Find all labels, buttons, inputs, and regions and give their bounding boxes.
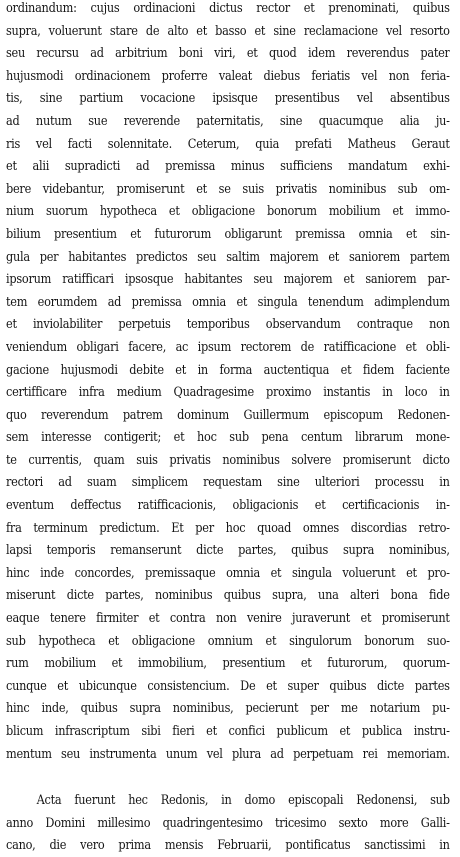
paragraph-2: [6, 789, 450, 857]
text-line: cunque et ubicunque consistencium. De et super quibus dicte partes: [6, 677, 450, 693]
text-line: ad nutum sue reverende paternitatis, sine quacumque alia ju-: [6, 112, 450, 128]
text-line: bilium presentium et futurorum obligarunt premissa omnia et sin-: [6, 225, 450, 241]
text-line: ipsorum ratifficari ipsosque habitantes seu majorem et saniorem par-: [6, 271, 450, 287]
text-line: Acta fuerunt hec Redonis, in domo episcopali Redonensi, sub: [36, 792, 450, 808]
text-line: rectori ad suam simplicem requestam sine ulteriori processu in: [6, 474, 450, 490]
text-line: quo reverendum patrem dominum Guillermum episcopum Redonen-: [6, 406, 450, 422]
text-line: tem eorumdem ad premissa omnia et singula tenendum adimplendum: [6, 293, 450, 309]
text-line: sub hypotheca et obligacione omnium et singulorum bonorum suo-: [6, 632, 450, 648]
text-line: gula per habitantes predictos seu saltim majorem et saniorem partem: [6, 248, 450, 264]
text-line: bere videbantur, promiserunt et se suis privatis nominibus sub om-: [6, 180, 450, 196]
text-line: eaque tenere firmiter et contra non venire juraverunt et promiserunt: [6, 610, 450, 626]
text-line: tis, sine partium vocacione ipsisque presentibus vel absentibus: [6, 90, 450, 106]
text-line: seu recursu ad arbitrium boni viri, et quod idem reverendus pater: [6, 45, 450, 61]
paragraph-1: [6, 0, 450, 765]
text-line: hujusmodi ordinacionem proferre valeat diebus feriatis vel non feria-: [6, 67, 450, 83]
text-line: rum mobilium et immobilium, presentium et futurorum, quorum-: [6, 655, 450, 671]
text-line: sem interesse contigerit; et hoc sub pena centum librarum mone-: [6, 429, 450, 445]
text-line: eventum deffectus ratifficacionis, obligacionis et certificacionis in-: [6, 497, 450, 513]
text-line: lapsi temporis remanserunt dicte partes, quibus supra nominibus,: [6, 542, 450, 558]
text-line: hinc inde concordes, premissaque omnia et singula voluerunt et pro-: [6, 564, 450, 580]
text-line: ordinandum: cujus ordinacioni dictus rector et prenominati, quibus: [6, 0, 450, 15]
text-line: miserunt dicte partes, nominibus quibus supra, una alteri bona fide: [6, 587, 450, 603]
text-line: nium suorum hypotheca et obligacione bonorum mobilium et immo-: [6, 203, 450, 219]
text-line: certifficare infra medium Quadragesime proximo instantis in loco in: [6, 384, 450, 400]
text-line: et inviolabiliter perpetuis temporibus observandum contraque non: [6, 316, 450, 332]
text-line: blicum infrascriptum sibi fieri et confici publicum et publica instru-: [6, 723, 450, 738]
text-line: cano, die vero prima mensis Februarii, pontificatus sanctissimi in: [6, 837, 450, 853]
text-line: supra, voluerunt stare de alto et basso et sine reclamacione vel resorto: [6, 22, 450, 38]
text-line: gacione hujusmodi debite et in forma auctentiqua et fidem faciente: [6, 361, 450, 377]
text-line: hinc inde, quibus supra nominibus, pecierunt per me notarium pu-: [6, 700, 450, 716]
text-line: ris vel facti solennitate. Ceterum, quia prefati Matheus Geraut: [6, 135, 450, 151]
text-line: fra terminum predictum. Et per hoc quoad omnes discordias retro-: [6, 519, 450, 535]
text-line: et alii supradicti ad premissa minus sufficiens mandatum exhi-: [6, 158, 450, 174]
text-line: veniendum obligari facere, ac ipsum rectorem de ratifficacione et obli-: [6, 338, 450, 354]
text-line: te currentis, quam suis privatis nominibus solvere promiserunt dicto: [6, 451, 450, 467]
text-line: mentum seu instrumenta unum vel plura ad perpetuam rei memoriam.: [6, 745, 450, 761]
text-line: anno Domini millesimo quadringentesimo tricesimo sexto more Galli-: [6, 814, 450, 830]
